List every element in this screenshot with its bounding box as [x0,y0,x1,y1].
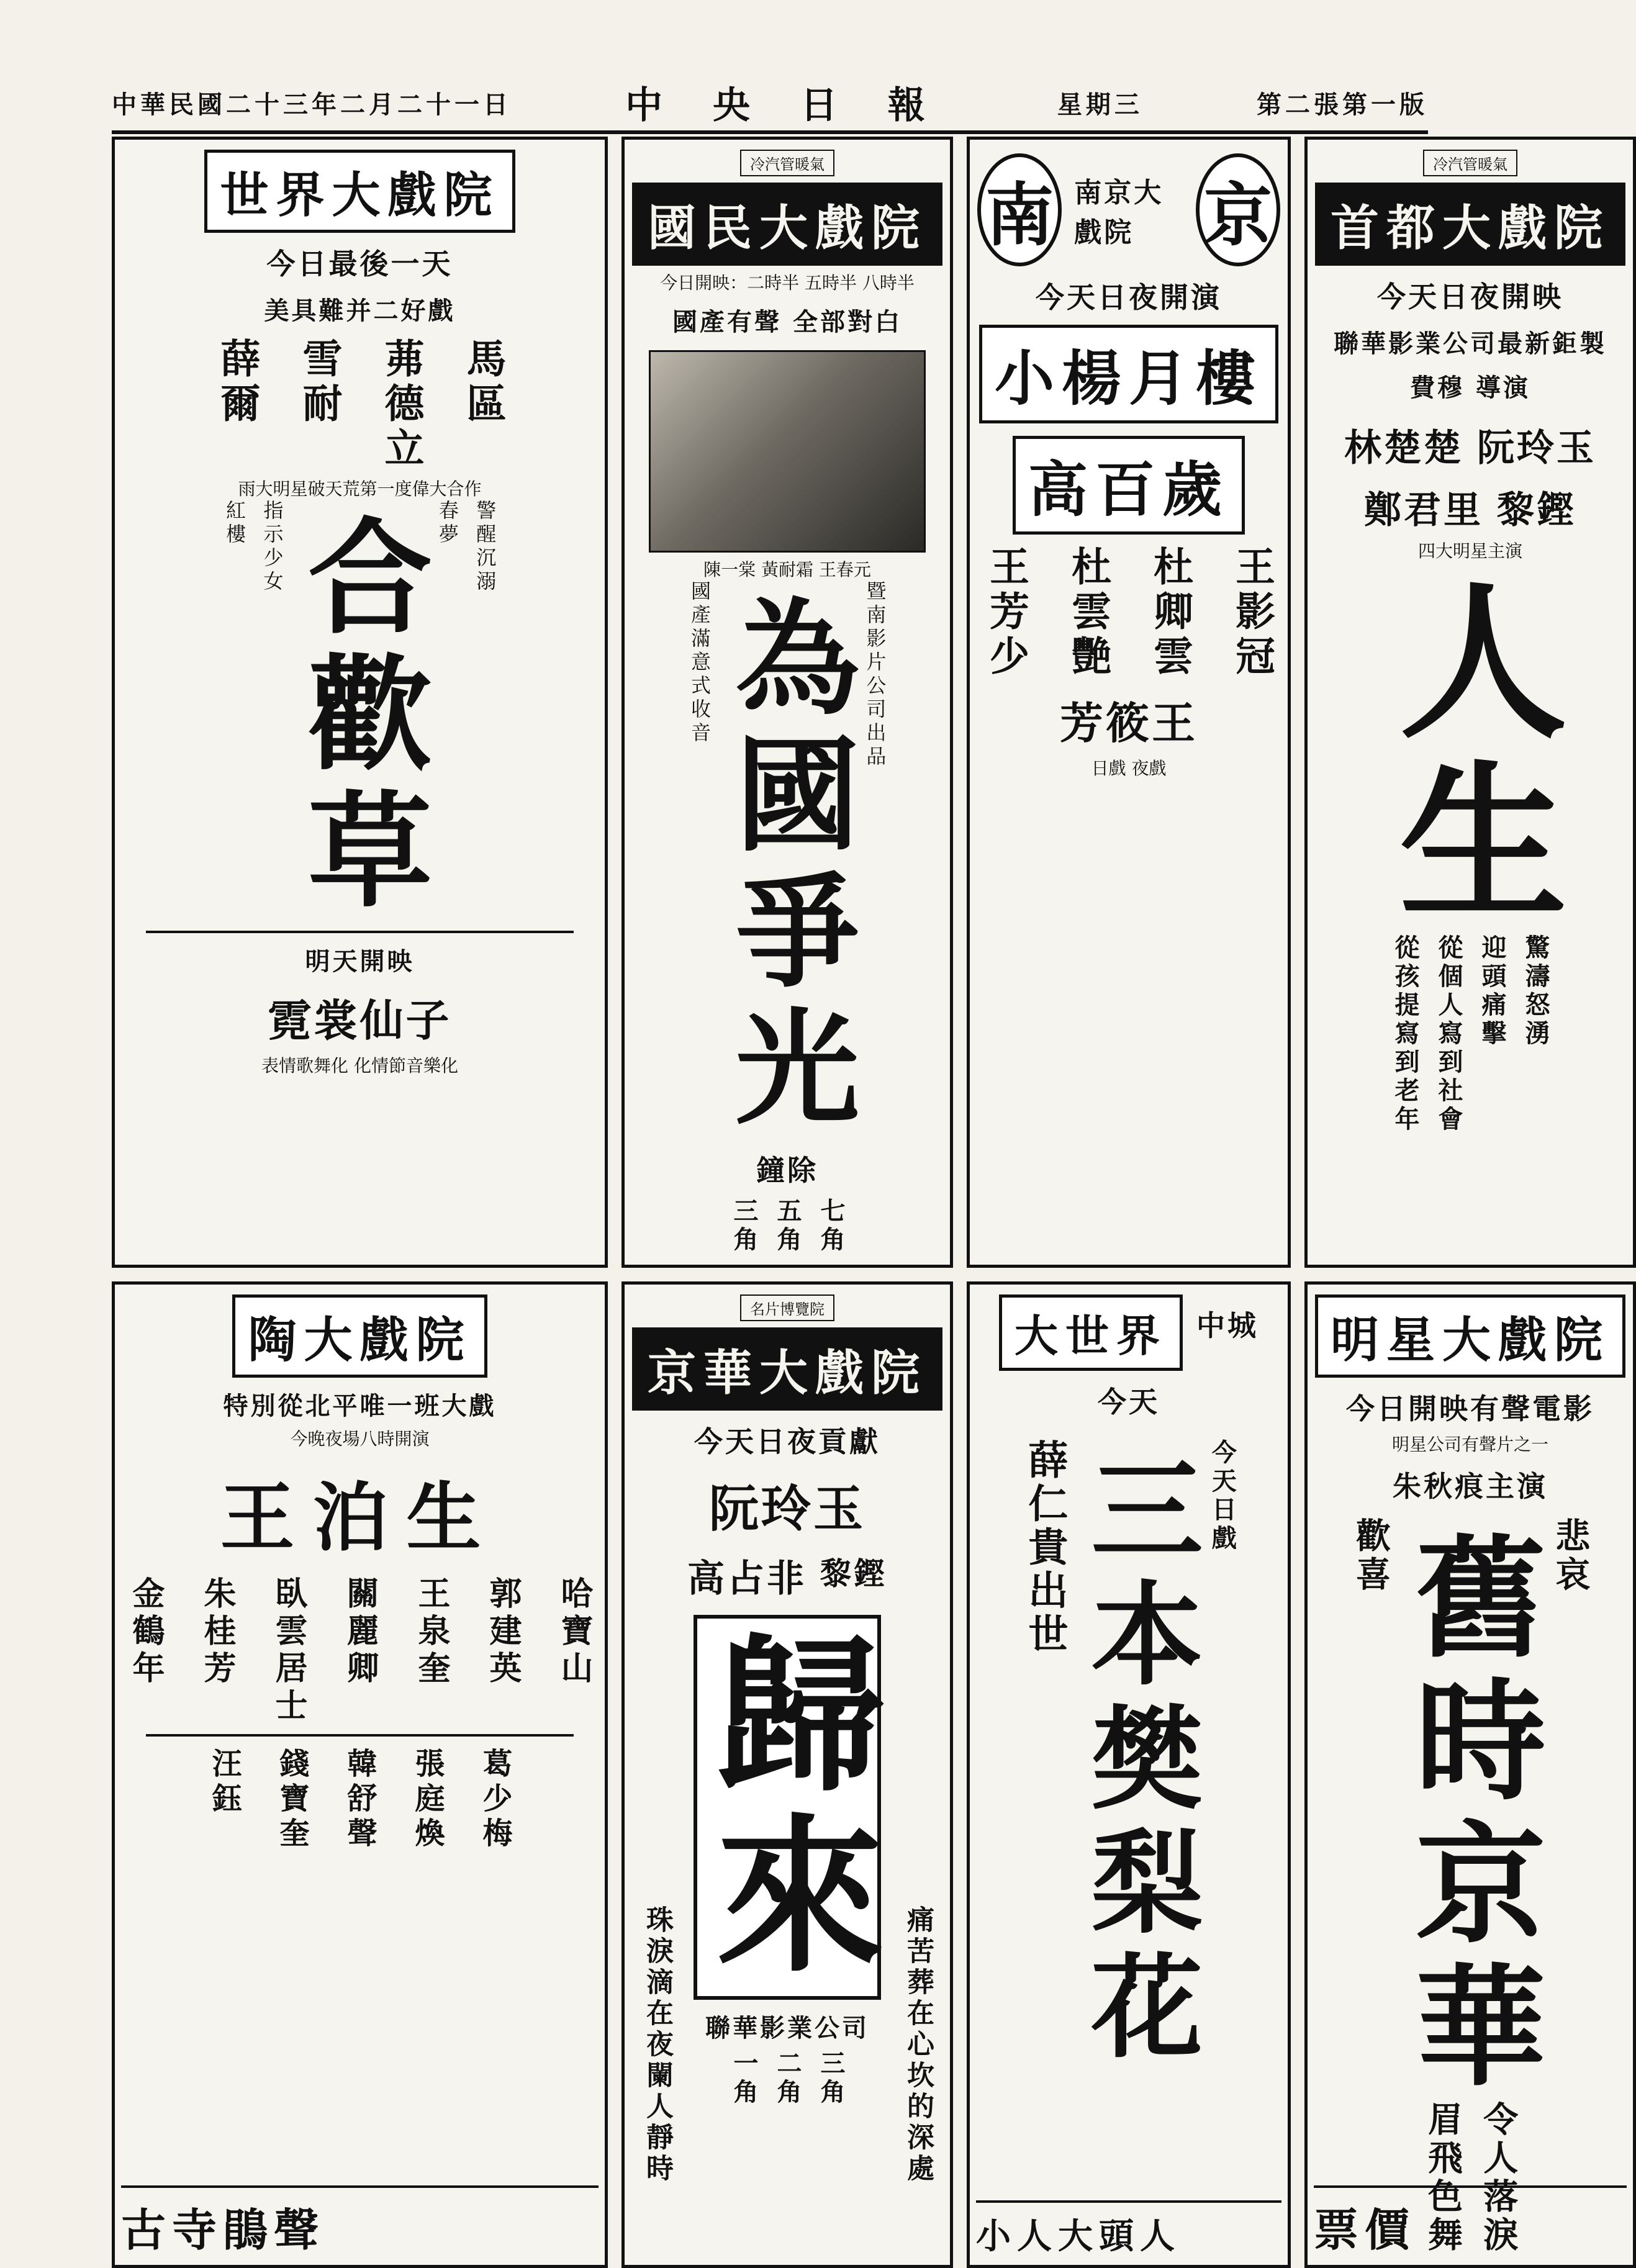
ad-grid [112,137,1611,2257]
company: 暨南影片公司出品 [863,581,887,769]
quote: 從孩提寫到老年 [1391,934,1421,1134]
cast-name: 金鶴年 [127,1576,165,1688]
cast-name: 汪鈺 [207,1748,242,1817]
cast-name: 王泉奎 [412,1576,450,1688]
cast-name: 張庭煥 [410,1748,445,1852]
price: 三角 [730,1198,759,1255]
note: 今天日戲 [1208,1439,1237,1553]
subhead: 明星公司有聲片之一 [1392,1434,1549,1455]
extra: 鐘除 [756,1154,818,1187]
theater-name: 京華大戲院 [632,1327,942,1411]
price-list [632,2050,942,2107]
star-name: 杜卿雲 [1147,546,1194,680]
tagline-right: 痛苦葬在心坎的深處 [902,1905,934,2185]
masthead-date: 中華民國二十三年二月二十一日 [112,89,512,119]
masthead-day: 星期三 [1057,89,1143,119]
panel-footer [976,2200,1281,2259]
sound-note: 國產滿意式收音 [688,581,712,746]
film-title: 人生 [1372,574,1570,934]
next-film: 霓裳仙子 [268,995,452,1046]
film-title: 舊時京華 [1394,1530,1548,2101]
cast-name: 郭建英 [484,1576,522,1688]
side-text: 指示少女 [260,500,284,594]
cast-name: 朱桂芳 [198,1576,236,1688]
ad-capital-theater [1304,137,1636,1268]
headline: 今日最後一天 [266,247,453,281]
title-block [977,1439,1280,2072]
next-note: 表情歌舞化 化情節音樂化 [261,1055,458,1076]
cast-name: 錢寶奎 [274,1748,309,1852]
ad-jinghua-theater [621,1281,953,2268]
star-name: 茀德立 [377,338,425,472]
headline: 今天日夜開演 [1036,281,1222,314]
headline: 特別從北平唯一班大戲 [223,1391,497,1421]
ad-guomin-theater [621,137,953,1268]
star-name: 薛爾 [214,338,261,427]
feature-tag: 名片博覽院 [740,1294,834,1321]
logo-jing: 京 [1196,153,1280,266]
quote: 從個人寫到社會 [1434,934,1464,1134]
note: 雨大明星破天荒第一度偉大合作 [238,479,482,499]
subhead: 國產有聲 全部對白 [672,307,902,337]
star-grid [1315,410,1625,472]
subhead: 美具難并二好戲 [264,296,456,325]
headline: 今日開映有聲電影 [1346,1392,1595,1425]
star-name: 杜雲艷 [1065,546,1112,680]
star-name: 黎鏗 [820,1555,887,1592]
star-name: 林楚楚 [1344,427,1464,470]
star-list [977,546,1280,680]
panel-footer [121,2185,599,2259]
cast-list-2 [203,1748,517,1852]
side-right: 悲哀 [1550,1517,1591,1594]
price: 二角 [773,2050,802,2107]
divider [146,1734,574,1737]
quote: 驚濤怒湧 [1521,934,1551,1049]
cast-list-1 [122,1576,597,1725]
quote: 令人落淚 [1478,2101,1519,2255]
footer-title: 古寺鵑聲 [121,2203,325,2256]
film-title-1: 小楊月樓 [979,325,1278,423]
star-row [632,1460,942,1540]
theater-name: 陶大戲院 [232,1294,487,1378]
featured-performer: 王泊生 [220,1474,500,1561]
side-text: 紅樓 [223,500,247,547]
price: 五角 [773,1198,802,1255]
theater-name: 明星大戲院 [1315,1294,1625,1378]
ad-star-theater [1304,1281,1636,2268]
price: 一角 [730,2050,759,2107]
star-name: 阮玲玉 [709,1480,865,1538]
subhead: 中城 [1196,1309,1259,1342]
star-name: 黎鏗 [1497,489,1577,532]
footer-title: 票價 [1314,2203,1416,2256]
subhead: 聯華影業公司最新鉅製 [1334,329,1607,358]
star-grid [1315,472,1625,534]
cast-name: 關麗卿 [341,1576,379,1688]
cast-name: 韓舒聲 [342,1748,377,1852]
film-title: 為國爭光 [715,593,861,1139]
theater-name: 首都大戲院 [1315,183,1625,266]
ad-great-world [967,1281,1291,2268]
feature-tag: 冷汽管暖氣 [740,150,834,176]
stars: 朱秋痕主演 [1393,1470,1548,1503]
panel-footer [1314,2185,1627,2259]
tagline-left: 珠淚滴在夜闌人靜時 [641,1905,673,2185]
ad-tao-theater [112,1281,608,2268]
logo-text: 南京大戲院 [1074,177,1164,248]
cast-name: 哈寶山 [555,1576,593,1688]
title-block [1315,1517,1625,2101]
masthead-page: 第二張第一版 [1257,89,1428,119]
star-name: 高占非 [687,1557,807,1601]
masthead [112,75,1428,134]
side-text: 春夢 [435,500,459,547]
subhead: 今晚夜場八時開演 [290,1429,430,1449]
director: 費穆 導演 [1410,373,1530,402]
theater-name: 世界大戲院 [204,150,515,233]
star-name: 王芳少 [983,546,1030,680]
headline: 今天日夜貢獻 [694,1425,880,1458]
logo-nan: 南 [977,153,1062,266]
star-row [632,1540,942,1602]
title-block [122,500,597,922]
star-name: 王影冠 [1229,546,1276,680]
star-name: 馬區 [459,338,507,427]
headline: 今日開映：二時半 五時半 八時半 [660,273,915,293]
quote: 迎頭痛擊 [1478,934,1507,1049]
star-name: 鄭君里 [1364,489,1484,532]
feature-tag: 冷汽管暖氣 [1423,150,1517,176]
masthead-title: 中 央 日 報 [625,84,944,127]
note: 四大明星主演 [1418,541,1523,561]
title-row [977,1294,1280,1371]
quote: 眉飛色舞 [1422,2101,1464,2255]
ad-world-theater [112,137,608,1268]
next-label: 明天開映 [305,947,415,976]
side-left: 歡喜 [1350,1517,1392,1594]
theater-name: 大世界 [999,1294,1183,1371]
feature-2: 薛仁貴出世 [1021,1439,1069,1656]
star-name: 阮玲玉 [1477,427,1597,470]
quote-block [1315,934,1625,1134]
ad-nanjing-theater [967,137,1291,1268]
film-still-photo [649,350,926,553]
company: 聯華影業公司 [705,2013,869,2043]
price: 三角 [816,2050,846,2107]
title-block [632,581,942,1139]
film-title: 三本樊梨花 [1072,1452,1204,2072]
theater-name: 國民大戲院 [632,183,942,266]
star-name: 雪耐 [296,338,343,427]
theater-logo [977,153,1280,266]
divider [146,931,574,933]
side-text: 警醒沉溺 [473,500,497,594]
star-list [209,338,512,472]
headline: 今天 [1098,1385,1160,1419]
film-title-2: 高百歲 [1013,436,1245,535]
price: 七角 [816,1198,846,1255]
show-times: 日戲 夜戲 [1091,758,1167,779]
extra: 芳筱王 [1060,697,1198,749]
headline: 今天日夜開映 [1377,280,1564,314]
price-list [632,1198,942,1255]
cast-name: 葛少梅 [477,1748,512,1852]
footer-title: 小人大頭人 [976,2216,1182,2257]
cast: 陳一棠 黃耐霜 王春元 [703,559,871,580]
film-title: 歸來 [694,1615,881,2000]
cast-name: 臥雲居士 [269,1576,307,1725]
film-title: 合歡草 [287,512,433,922]
